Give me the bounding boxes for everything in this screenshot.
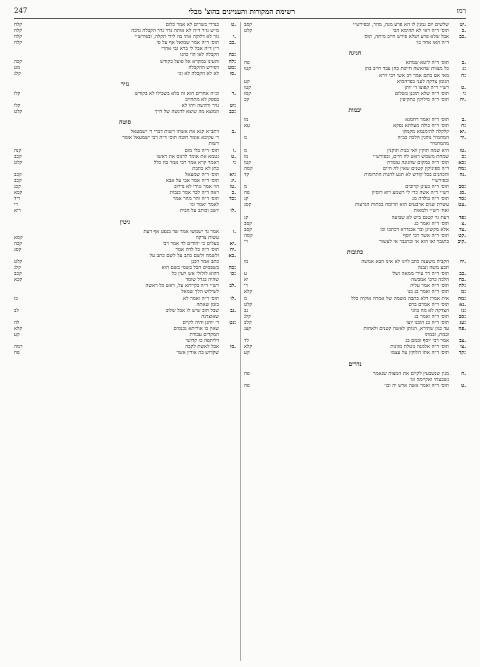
entry-text: לא לא הקבלה לא וגו׳ (177, 70, 219, 77)
folio-reference: יג. (231, 177, 236, 184)
folio-reference: צו. (460, 344, 466, 351)
folio-reference: לה: (458, 283, 466, 290)
folio-reference: יד. (460, 135, 466, 142)
entry-text: מ״ש נזיר ד״ה לא אותה נדר נדר הקבלה נדבה (131, 28, 219, 35)
tractate-heading: יבמות (348, 107, 362, 115)
entry-text: תוס׳ ד״ה שלא תוכנן בשלום (394, 90, 449, 97)
folio-reference: נח. (459, 171, 466, 178)
entry-text: ר״ן ד״ה אבל לי ברא גבי אהרי (161, 46, 219, 53)
source-reference: פח (244, 190, 250, 197)
entry-text: מאי אם בתם אמר רב אשי רבי זירא (379, 72, 449, 79)
folio-reference: כ: (461, 153, 466, 160)
source-reference: קכג (14, 184, 21, 191)
source-reference: קכא (14, 190, 23, 197)
source-reference: קלא (14, 326, 23, 333)
entry-text: קלקלה להימנמא מקמקו (402, 129, 449, 136)
folio-reference: ט. (231, 22, 236, 28)
index-entry (14, 350, 236, 356)
source-reference: קנה (14, 147, 22, 154)
folio-reference: סג. (459, 190, 466, 197)
source-reference: קכא (14, 277, 23, 284)
entry-text: תוס׳ ד״ה אמר אבי על אבא (165, 177, 219, 184)
source-reference: יא (244, 277, 249, 284)
entry-text: תוס׳ ד״ה סילוקין כתקיפין (400, 96, 449, 103)
folio-reference: ב. (461, 60, 466, 67)
folio-reference: לו. (230, 295, 236, 302)
entry-text: וכ״ה אחרים הוא זה בלא בשבילו לא בקודש (134, 90, 219, 97)
source-reference: קכב (14, 171, 22, 178)
source-reference: לה (14, 319, 20, 326)
folio-reference: כב: (229, 109, 236, 116)
folio-reference: כה: (228, 265, 236, 272)
entry-text: תוס׳ ד״ה אמר עליה (410, 283, 449, 290)
source-reference: קכב (14, 177, 22, 184)
folio-reference: סו. (230, 344, 236, 351)
folio-reference: נא. (459, 301, 466, 308)
tractate-heading: גיטין (119, 218, 131, 226)
header-label: רמז (456, 7, 466, 15)
folio-reference: קד: (458, 350, 466, 357)
entry-text: כתב אמר רבנן (191, 259, 219, 265)
source-reference: רמה (14, 344, 23, 351)
source-reference: מ (244, 184, 248, 191)
source-reference: קכב (14, 271, 22, 278)
entry-text: והעינו במקרא אל פועל בקודש (160, 58, 219, 65)
entry-text: כנדרי כשרים לא אמר כלום (165, 22, 219, 28)
source-reference: רי (244, 238, 248, 245)
folio-reference: ב. (231, 129, 236, 136)
entry-text: הקביה משענה כתב לוינו לא אינו הבא אמשה (361, 259, 449, 265)
entry-text: מהמחמיר (430, 141, 449, 148)
folio-reference: מט: (228, 64, 236, 71)
entry-text: תוס׳ ד״ה ואמר בנ בנו (407, 289, 449, 296)
entry-text: תוס׳ ד״ה ואמר לא (183, 295, 219, 302)
folio-reference: צ. (461, 220, 466, 227)
entry-text: נזר לא דלוקה אתי בה לידי תקלה, ובפירש״י (134, 34, 219, 41)
entry-text: תוס׳ ד״ה אמר שמואל אף על פי (156, 40, 219, 47)
source-reference: קנ (244, 214, 249, 221)
source-reference: ריא (14, 208, 21, 215)
index-entry (244, 40, 466, 46)
entry-text: שקדוש בה אודין אשר (176, 350, 219, 357)
folio-reference: ז. (232, 228, 236, 235)
entry-text: שלשים יום נמנין לו הא פרע מנה, מהר, ובפירש״י (352, 22, 449, 28)
source-reference: מ (244, 135, 248, 142)
source-reference: ריד (14, 196, 21, 203)
entry-text: בספק לא מתחייב (185, 96, 219, 103)
source-reference: קלט (244, 28, 253, 35)
entry-text: ר׳ עקיבא אומר חובה תוס׳ ד״ה רבי ישמעאל אומר (122, 135, 219, 142)
folio-reference: י: (232, 159, 236, 166)
folio-reference: עט. (458, 202, 466, 209)
source-reference: קלט (14, 259, 23, 265)
folio-reference: טו. (229, 184, 236, 191)
source-reference: קטו (244, 159, 252, 166)
entry-text: רש״י ד״ה אשה כרי לי רשמע רוא רוסיון (371, 190, 449, 197)
entry-text: דעת גר קטנם ביש לא שבועה (391, 214, 449, 221)
entry-text: עשות צדקה (195, 234, 219, 241)
source-reference: קלו (14, 90, 21, 97)
entry-text: נטמא את אומר לרנוס את ראשו (156, 153, 219, 160)
header-rule (14, 18, 466, 19)
source-reference: קכה (14, 240, 23, 247)
folio-reference: כ. (461, 28, 466, 35)
folio-reference: יח. (229, 246, 236, 253)
source-reference: קלג (14, 265, 21, 272)
folio-reference: לו. (230, 208, 236, 215)
tractate-heading: סוטה (118, 119, 132, 127)
source-reference: קלח (14, 34, 23, 41)
entry-text: לשילוש הלך שמאל (181, 289, 219, 296)
source-reference: פח (244, 382, 250, 389)
entry-text: דפירש ההקבלה (188, 64, 219, 71)
entry-text: תוס׳ ד״ה ואמר רחמנא (405, 117, 449, 124)
folio-reference: פד: (458, 214, 466, 221)
index-entry (14, 208, 236, 214)
folio-reference: יח. (459, 259, 466, 265)
source-reference: לד (244, 338, 249, 345)
entry-text: היא שמה תוקין וואי בנות תוקנין (387, 147, 449, 154)
entry-text: תוס׳ ד״ה ואמר בנ (414, 313, 449, 320)
entry-text: נזיר ורהשה ויהו לא (181, 103, 219, 110)
folio-reference: ט. (231, 153, 236, 160)
source-reference: קג (244, 196, 249, 203)
entry-text: שאוצרנה (201, 313, 219, 320)
entry-text: לאמר יאמר וגו׳ (189, 202, 219, 209)
index-entry (244, 350, 466, 356)
folio-reference: ג: (462, 66, 466, 73)
folio-reference: ב. (461, 117, 466, 124)
source-reference: קכ (244, 96, 250, 103)
source-reference: קלח (14, 22, 23, 28)
entry-text: תוס׳ ד״ה כולה מעלתא נפקא (393, 123, 449, 130)
source-reference: עא (244, 123, 250, 130)
folio-reference: סב: (458, 313, 466, 320)
entry-text: ולשמה ולשם כתב על לשם כתב על (149, 252, 219, 259)
entry-text: תוס׳ ד״ה בנ הובנו יוצו (406, 319, 449, 326)
index-entry (244, 383, 466, 389)
source-reference: מ (244, 147, 248, 154)
folio-reference: כ. (231, 190, 236, 197)
source-reference: קלג (14, 70, 21, 77)
entry-text: ראה ד״ה לבר אמר כנבות (169, 190, 219, 197)
folio-reference: כב. (459, 271, 466, 278)
source-reference: קלו (14, 103, 21, 110)
source-reference: קסא (14, 234, 23, 241)
folio-reference: סב: (458, 184, 466, 191)
tractate-heading: נדרים (348, 360, 362, 368)
folio-reference: י: (462, 90, 466, 97)
entry-text: תוס׳ ד״ה והר מהר אמר (172, 196, 219, 203)
entry-text: תוס׳ ד״ה אמרם ברם (408, 301, 449, 308)
entry-text: ובפירש״י (431, 177, 449, 184)
entry-text: תוס׳ ד״ה דר עירי ממאה ושל׳ (391, 271, 449, 278)
entry-text: אית אמרו דלא כתבה משמה של אמרה אוקיה כלל (351, 295, 449, 302)
column-divider (240, 22, 241, 661)
source-reference: רי (14, 202, 18, 209)
entry-text: ואח׳ רש״י ולמאות (413, 208, 449, 215)
right-column (244, 22, 466, 661)
source-reference: ע (244, 271, 247, 278)
folio-reference: יט. (459, 22, 466, 28)
source-reference: קכב (14, 153, 22, 160)
source-reference: קלח (14, 40, 23, 47)
running-title: רשימת המקורות והעניינים בהוצ' מבלי (188, 6, 296, 16)
entry-text: שאין בו אוריתא נכנסים (173, 326, 219, 333)
entry-text: אמר נד ישמשו אמר שד בנפט אף דעת (143, 228, 219, 235)
folio-reference: י. (232, 34, 236, 41)
source-reference: קסה (244, 165, 253, 172)
entry-text: תוס׳ ד״ה ואמר כנ (414, 220, 449, 227)
entry-text: הלכה כרבי אמבשה (411, 277, 449, 284)
entry-text: בתגבר ואו הוא אי ובתגבר אי לעשור (379, 238, 449, 245)
entry-text: אמר רבי יוסף ובמם בנ (405, 338, 449, 345)
entry-text: תוס׳ ד״ה אתו הלוקין על עצמו (390, 350, 449, 357)
entry-text: תוס׳ ד״ה ראי לא תהימא הכי (392, 28, 449, 35)
folio-reference: נט: (229, 319, 236, 326)
folio-reference: כד: (229, 196, 236, 203)
folio-reference: ה: (461, 72, 466, 79)
source-reference: קסג (14, 246, 22, 253)
tractate-heading: נזיר (120, 80, 130, 88)
entry-text: עד כגון שתירא, הנותן לאשה קטנים ולאחות (363, 326, 449, 333)
folio-reference: כב. (459, 34, 466, 41)
entry-text: המחמיר נוהגין הלכה כב״ה (397, 135, 449, 142)
entry-text: ראמר קרא אמר רבי אמר בה כלל (153, 159, 219, 166)
entry-text: תוס׳ ד״ה בעינן קרובים (405, 184, 449, 191)
source-reference: קסב (244, 22, 253, 28)
folio-reference: פה. (458, 326, 466, 333)
source-reference: קלח (14, 28, 23, 35)
entry-text: עשרת שנים ארבעים הוא תרומה בכתות הגרעות (354, 202, 449, 209)
source-reference: מו (244, 153, 249, 160)
entry-text: נשבעתי ואקיימה וגו׳ (409, 376, 449, 383)
index-entry (14, 71, 236, 77)
source-reference: קלב (244, 319, 252, 326)
entry-text: תוס׳ ד״ה בלי מום (184, 147, 219, 154)
entry-text: הצדקה לא מה בוזני (410, 307, 449, 314)
tractate-heading: כתובות (346, 249, 364, 256)
folio-reference: ח: (461, 123, 466, 130)
tractate-heading: חגיגה (348, 50, 362, 58)
entry-text: הגומן צדקה לעני בפרהסיא (397, 78, 449, 85)
entry-text: כתן לא כתבת (192, 165, 219, 172)
source-reference: קסג (244, 202, 252, 209)
source-reference: קכה (14, 58, 23, 65)
folio-reference: ט. (461, 84, 466, 91)
folio-reference: כח. (458, 277, 466, 284)
entry-text: תוס׳ ד״ה שמעאל (185, 171, 219, 178)
folio-reference: יא. (229, 240, 236, 247)
source-reference: קע (244, 78, 250, 85)
entry-text: בעלים כי יהודים לד אמר רבי (162, 240, 219, 247)
folio-reference: לה: (228, 58, 236, 65)
entry-text: יושב וכותב על הבית (179, 208, 219, 215)
entry-text: ובמת, ובמתו (424, 332, 449, 339)
folio-reference: לב. (229, 283, 236, 290)
source-reference: קטו (244, 84, 252, 91)
entry-text: תוס׳ ד״ה בולדה מנ (412, 196, 449, 203)
folio-reference: עג: (459, 319, 466, 326)
folio-reference: ט. (461, 382, 466, 389)
page-number: 247 (14, 7, 28, 15)
entry-text: דליתפה כו קדושי (185, 338, 219, 345)
source-reference: קלא (244, 289, 253, 296)
source-reference: פח (244, 370, 250, 377)
folio-reference: טז. (459, 147, 466, 154)
index-entry (244, 97, 466, 103)
entry-text: כל מצוות שהאשה חייבת בהן עבד חייב בהן (364, 66, 449, 73)
entry-text: הקבלה לאו הוי כהנו (180, 52, 219, 59)
source-reference: קסז (244, 90, 252, 97)
folio-reference: כב. (229, 40, 236, 47)
entry-text: ד״ה ספיניקין קטנים שאין לה חיים (382, 165, 449, 172)
folio-reference: מח: (458, 165, 466, 172)
source-reference: קסב (244, 226, 253, 233)
source-reference: מט (14, 64, 21, 71)
folio-reference: מה: (458, 295, 466, 302)
entry-text: דהוא לזלזלי אש ויעין כל (171, 271, 219, 278)
source-reference: פח (14, 350, 20, 357)
entry-text: רשות (208, 141, 219, 148)
entry-text: תוס׳ ד״ה כל לדה אמר (175, 246, 219, 253)
source-reference: קסה (244, 232, 253, 239)
entry-text: תוס׳ ד״ה אשר רבי יוסף (403, 232, 449, 239)
entry-text: מנין שנשבעין לקיים את המצוה שנאמר (372, 370, 449, 377)
index-columns (14, 22, 466, 661)
source-reference: קטו (244, 66, 252, 73)
entry-text: שמחת משמש ראש לה חיים, ובפירש״י (372, 153, 449, 160)
entry-text: רש״י ד״ה בקייתא על, ראש כל ראשה (145, 283, 219, 290)
source-reference: מו (244, 259, 249, 265)
folio-reference: ח. (461, 370, 466, 377)
source-reference: מו (244, 117, 249, 124)
left-column (14, 22, 236, 661)
entry-text: ד׳ יוחנן והיה לקיים (182, 319, 219, 326)
entry-text: רש״י ד״ה קפוצו ד׳ יותן (404, 84, 449, 91)
folio-reference: ז. (232, 147, 236, 154)
source-reference: לב (14, 307, 19, 314)
index-entry (244, 239, 466, 245)
entry-text: תוס׳ ד״ה ליטא שמתא (405, 60, 449, 67)
entry-text: שבל חוב שיש לו אבל שלוב (165, 307, 219, 314)
source-reference: קד (244, 171, 250, 178)
source-reference: מ (244, 295, 248, 302)
source-reference: פח (244, 60, 250, 67)
source-reference: קלט (14, 159, 23, 166)
entry-text: תוס׳ ד״ה אלמנה נוטלת מזונות (390, 344, 449, 351)
folio-reference: כה: (228, 52, 236, 59)
source-reference: קצג (244, 326, 252, 333)
entry-text: תבע משה ונבנה (417, 265, 449, 272)
source-reference: קסב (244, 220, 253, 227)
folio-reference: נב. (230, 307, 236, 314)
source-reference: קלט (244, 301, 253, 308)
entry-text: בזמן שאתה (196, 301, 219, 308)
entry-text: דתב״א קנא את אשתו רשות דברי ר׳ ישמעאל (130, 129, 219, 136)
page-header (14, 4, 466, 18)
entry-text: אלא מקשינן ובר אבנדרא דכתבו זכו (380, 226, 449, 233)
entry-text: אבל שלא פרע ושלא פירש חייב מיתה, תוס׳ (363, 34, 449, 41)
folio-reference: סד: (458, 196, 466, 203)
entry-text: הוי אמר נגידי לא נדרוב (174, 184, 219, 191)
folio-reference: סז. (229, 70, 236, 77)
source-reference: קלג (244, 313, 251, 320)
folio-reference: יא: (229, 171, 236, 178)
source-reference: כז (14, 295, 18, 302)
folio-reference: צב. (459, 338, 466, 345)
entry-text: המקדים עבודת (189, 332, 219, 339)
entry-text: תוס׳ ד״ה במקום שהגונה עומדת (387, 159, 449, 166)
folio-reference: יח. (459, 96, 466, 103)
source-reference: נב (244, 307, 249, 314)
folio-reference: ד. (231, 90, 236, 97)
folio-reference: יט: (229, 103, 236, 110)
source-reference: קע (244, 350, 250, 357)
source-reference: קע (14, 332, 20, 339)
folio-reference: קט. (458, 232, 466, 239)
index-entry (14, 109, 236, 115)
folio-reference: כא: (458, 159, 466, 166)
folio-reference: נז: (461, 307, 466, 314)
source-reference: קלט (14, 109, 23, 116)
entry-text: ד״ה האו אחר כו׳ (415, 40, 449, 47)
folio-reference: קיב. (457, 238, 466, 245)
entry-text: אבל לאשת לקבה (185, 344, 219, 351)
source-reference: רי (244, 283, 248, 290)
entry-text: המוצא מה שיצא לדנשה של דרך (154, 109, 219, 116)
entry-text: שהיה בגרל שומד (185, 277, 219, 284)
entry-text: תוס׳ ד״ה ואמר אשה ארש יה וכו׳ (384, 382, 449, 389)
folio-reference: צד. (459, 226, 466, 233)
folio-reference: יא. (459, 129, 466, 136)
folio-reference: כו: (230, 271, 236, 278)
source-reference: קלא (244, 344, 253, 351)
entry-text: בשפסים הכל בשמי בשם הוא (161, 265, 219, 272)
folio-reference: מ: (461, 289, 466, 296)
entry-text: והכהנים בכל קודש לא תגע להגות התרומות (364, 171, 449, 178)
folio-reference: כא. (228, 252, 236, 259)
